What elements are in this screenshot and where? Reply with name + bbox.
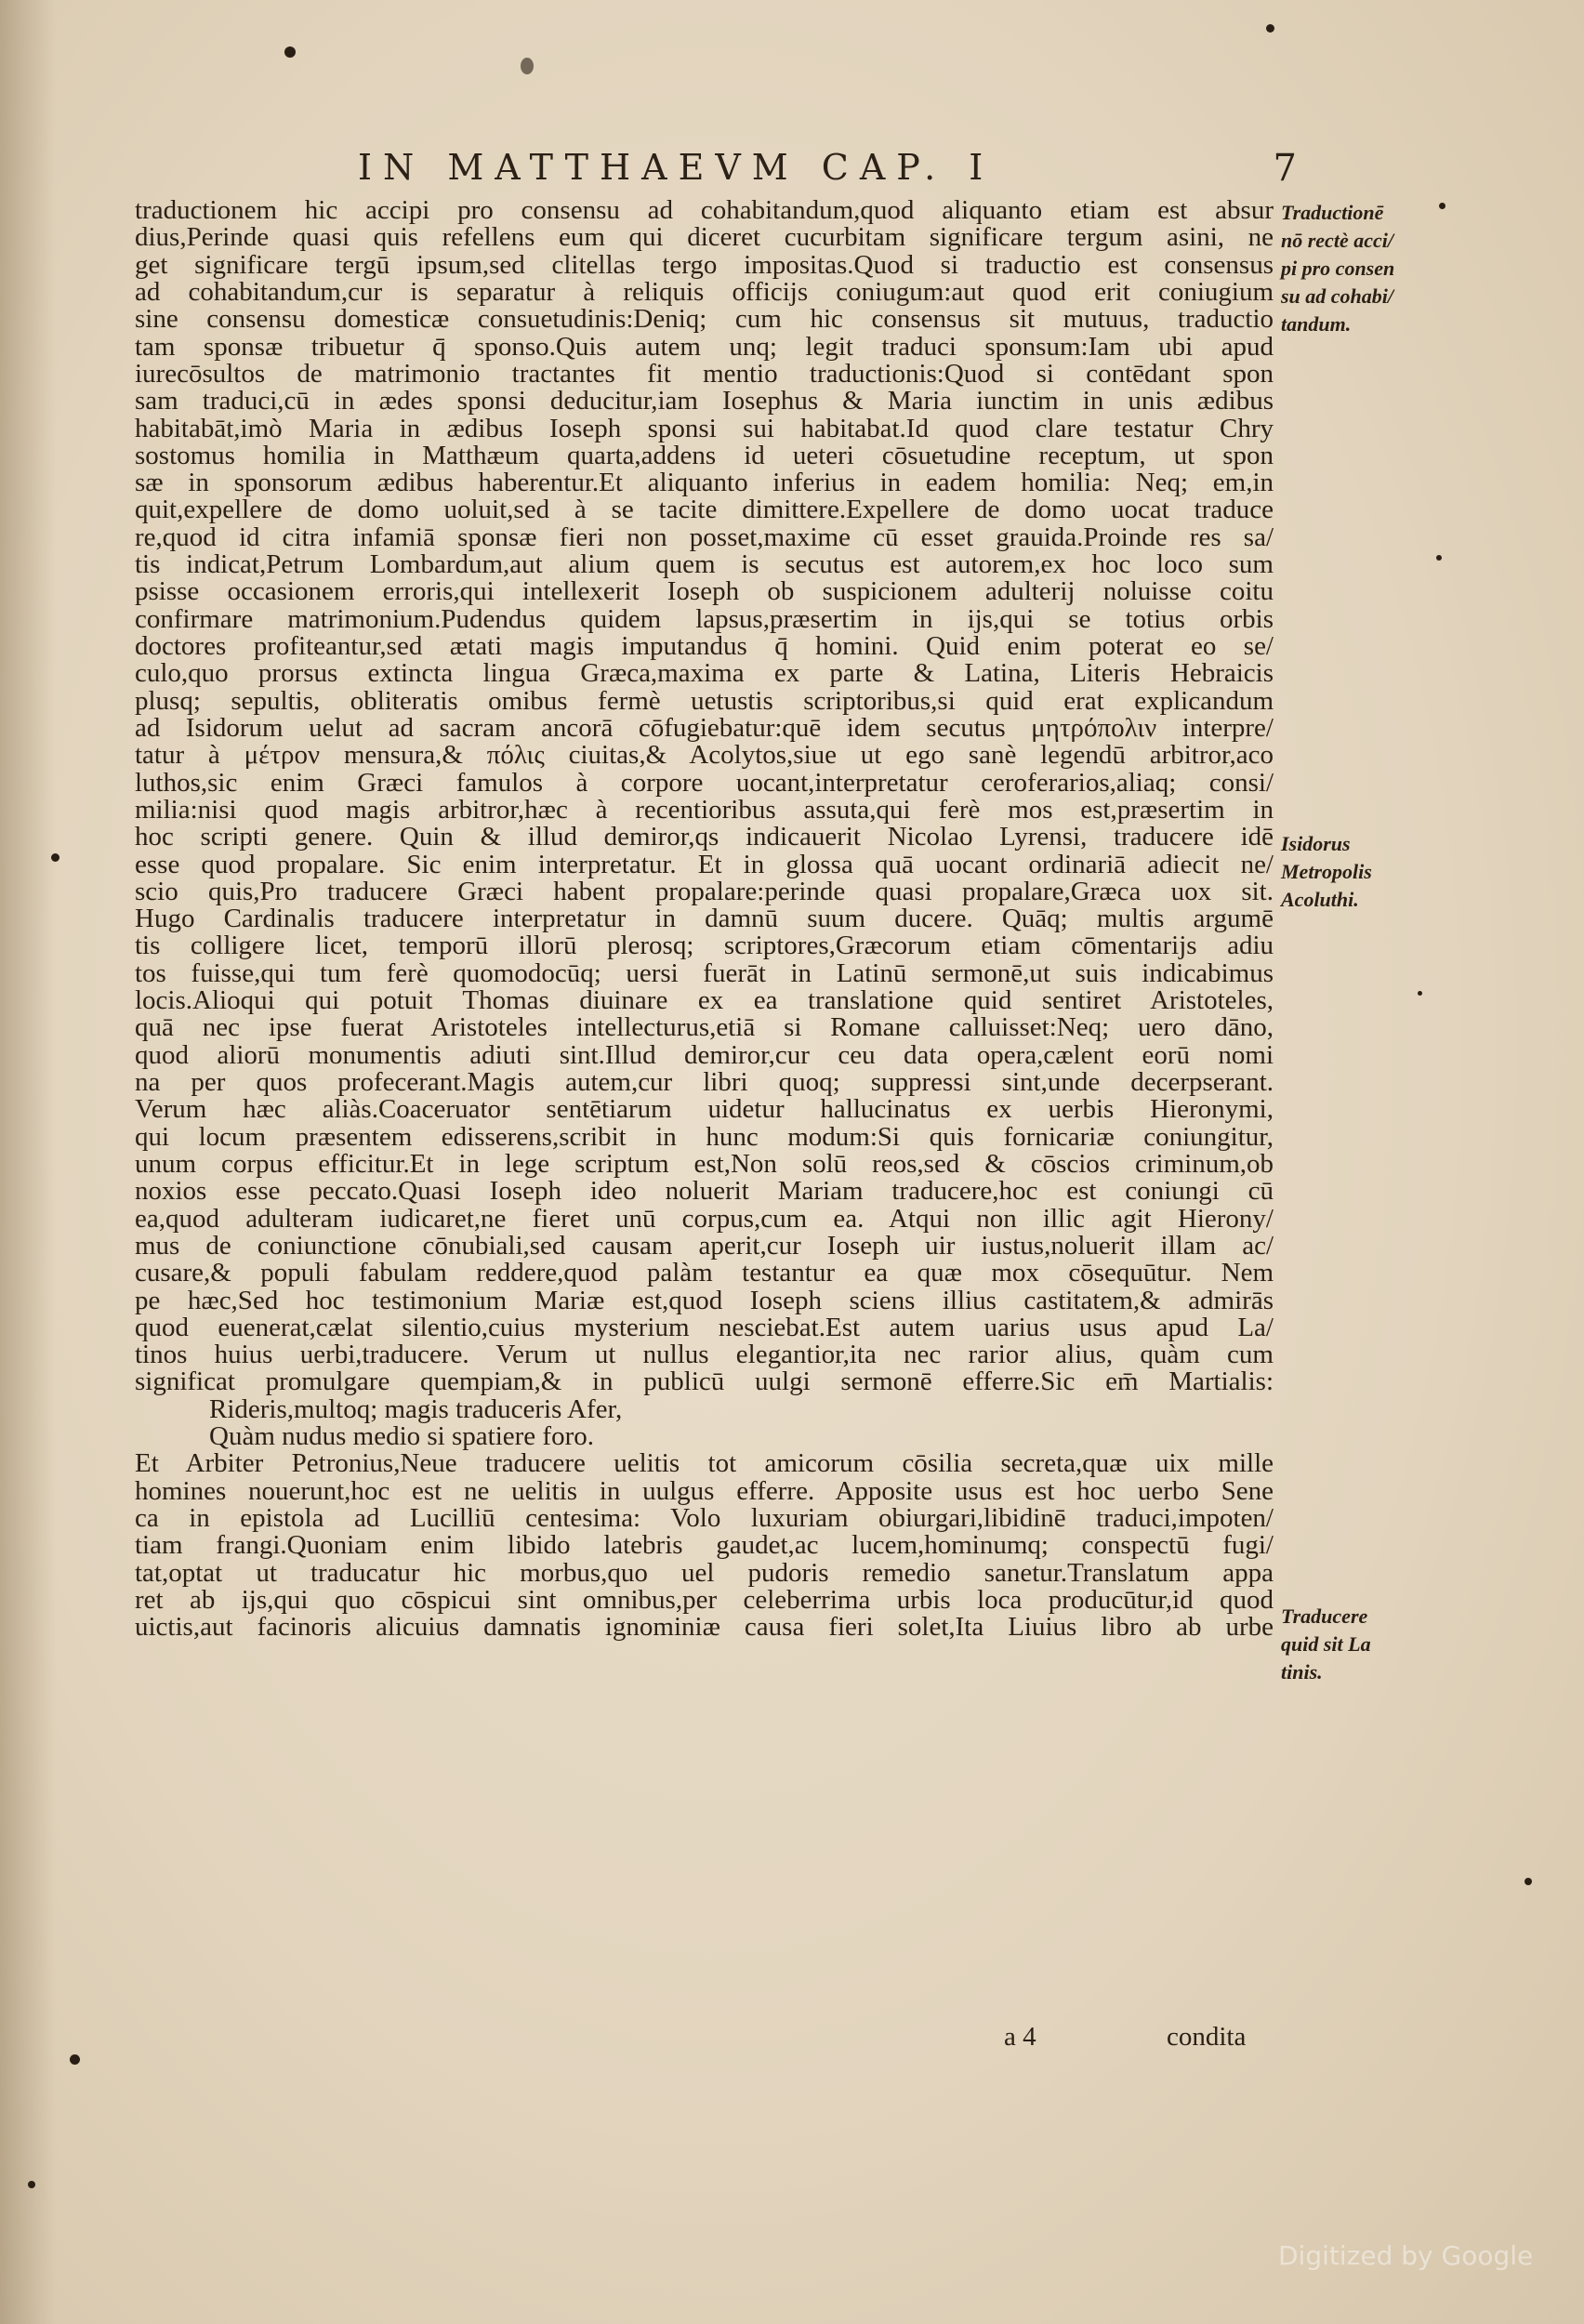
text-line: culo,quo prorsus extincta lingua Græca,maxima ex parte & Latina, Literis Hebraicis [135, 660, 1274, 688]
ink-speck [28, 2181, 35, 2188]
ink-speck [70, 2054, 80, 2065]
text-line: milia:nisi quod magis arbitror,hæc à recentioribus assuta,qui ferè mos est,præsertim in [135, 796, 1274, 825]
text-line: ad Isidorum uelut ad sacram ancorā cōfugiebatur:quē idem secutus μητρόπολιν interpre/ [135, 714, 1274, 743]
main-text-block [135, 197, 1274, 1642]
margin-note-line: Traducere [1281, 1604, 1368, 1628]
margin-note-line: su ad cohabi/ [1281, 284, 1394, 308]
text-line: tam sponsæ tribuetur q̄ sponso.Quis autem unq; legit traduci sponsum:Iam ubi apud [135, 333, 1274, 361]
text-line: mus de coniunctione cōnubiali,sed causam aperit,cur Ioseph uir iustus,noluerit illam ac/ [135, 1232, 1274, 1261]
text-line: ret ab ijs,qui quo cōspicui sint omnibus,per celeberrima urbis loca producūtur,id quod [135, 1586, 1274, 1615]
text-line: significat promulgare quempiam,& in publicū uulgi sermonē efferre.Sic em̄ Martialis: [135, 1368, 1274, 1396]
text-line: traductionem hic accipi pro consensu ad cohabitandum,quod aliquanto etiam est absur [135, 197, 1274, 225]
folio-number: 7 [1273, 147, 1297, 190]
text-line: habitabāt,imò Maria in ædibus Ioseph sponsi sui habitabat.Id quod clare testatur Chry [135, 415, 1274, 442]
text-line: ad cohabitandum,cur is separatur à reliquis officijs coniugum:aut quod erit coniugium [135, 278, 1274, 307]
text-line: quit,expellere de domo uoluit,sed à se tacite dimittere.Expellere de domo uocat traduce [135, 496, 1274, 524]
text-line: hoc scripti genere. Quin & illud demiror,qs indicauerit Nicolao Lyrensi, traducere idē [135, 824, 1274, 852]
text-line: doctores profiteantur,sed ætati magis imputandus q̄ homini. Quid enim poterat eo se/ [135, 633, 1274, 661]
text-line: quod aliorū monumentis adiuti sint.Illud demiror,cur ceu data opera,cælent eorū nomi [135, 1041, 1274, 1069]
text-line: noxios esse peccato.Quasi Ioseph ideo noluerit Mariam traducere,hoc est coniungi cū [135, 1178, 1274, 1206]
text-line: Verum hæc aliàs.Coaceruator sentētiarum uidetur hallucinatus ex uerbis Hieronymi, [135, 1096, 1274, 1124]
ink-speck [521, 58, 534, 74]
text-line: qui locum præsentem edisserens,scribit in hunc modum:Si quis fornicariæ coniungitur, [135, 1123, 1274, 1151]
text-line: confirmare matrimonium.Pudendus quidem lapsus,præsertim in ijs,qui se totius orbis [135, 605, 1274, 633]
text-line: cusare,& populi fabulam reddere,quod palàm testantur ea quæ mox cōsequūtur. Nem [135, 1260, 1274, 1287]
text-line: unum corpus efficitur.Et in lege scriptum est,Non solū reos,sed & cōscios criminum,ob [135, 1150, 1274, 1179]
margin-note-line: Metropolis [1281, 860, 1372, 883]
text-line: iurecōsultos de matrimonio tractantes fit mentio traductionis:Quod si contēdant spon [135, 360, 1274, 389]
signature-mark: a 4 [1004, 2022, 1036, 2052]
text-line: re,quod id citra infamiā sponsæ fieri non posset,maxime cū esset grauida.Proinde res sa/ [135, 523, 1274, 552]
gutter-shadow [0, 0, 56, 2324]
text-line: tinos huius uerbi,traducere. Verum ut nullus elegantior,ita nec rarior alius, quàm cum [135, 1341, 1274, 1369]
text-line: sostomus homilia in Matthæum quarta,addens id ueteri cōsuetudine receptum, ut spon [135, 442, 1274, 470]
text-line: scio quis,Pro traducere Græci habent propalare:perinde quasi propalare,Græca uox sit. [135, 878, 1274, 906]
ink-speck [1266, 24, 1274, 33]
digitized-watermark: Digitized by Google [1278, 2240, 1534, 2271]
ink-speck [1436, 555, 1442, 561]
text-line: sam traduci,cū in ædes sponsi deducitur,iam Iosephus & Maria iunctim in unis ædibus [135, 388, 1274, 416]
text-line: ca in epistola ad Lucilliū centesima: Volo luxuriam obiurgari,libidinē traduci,impoten/ [135, 1505, 1274, 1533]
text-line: tis colligere licet, temporū illorū plerosq; scriptores,Græcorum etiam cōmentarijs adiu [135, 932, 1274, 960]
text-line: uictis,aut facinoris alicuius damnatis ignominiæ causa fieri solet,Ita Liuius libro ab urbe [135, 1614, 1274, 1642]
text-line: tat,optat ut traducatur hic morbus,quo uel pudoris remedio sanetur.Translatum appa [135, 1559, 1274, 1587]
verse-line: Quàm nudus medio si spatiere foro. [209, 1423, 594, 1451]
margin-note-line: Traductionē [1281, 201, 1384, 224]
margin-note-line: tinis. [1281, 1660, 1323, 1684]
text-line: quod euenerat,cælat silentio,cuius mysterium nesciebat.Est autem uarius usus apud La/ [135, 1314, 1274, 1342]
text-line: psisse occasionem erroris,qui intellexerit Ioseph ob suspicionem adulterij noluisse coitu [135, 578, 1274, 606]
text-line: plusq; sepultis, obliteratis omibus fermè uetustis scriptoribus,si quid erat explicandum [135, 687, 1274, 715]
text-line: sæ in sponsorum ædibus haberentur.Et aliquanto inferius in eadem homilia: Neq; em,in [135, 469, 1274, 497]
page-header [358, 147, 1297, 193]
margin-note-line: Acoluthi. [1281, 888, 1359, 911]
verse-line: Rideris,multoq; magis traduceris Afer, [209, 1395, 623, 1424]
text-line: quā nec ipse fuerat Aristoteles intellecturus,etiā si Romane calluisset:Neq; uero dāno, [135, 1014, 1274, 1042]
margin-note-line: tandum. [1281, 312, 1352, 336]
ink-speck [1418, 991, 1422, 996]
margin-note-traductio [1281, 199, 1439, 338]
text-line: homines nouerunt,hoc est ne uelitis in uulgus efferre. Apposite usus est hoc uerbo Sene [135, 1477, 1274, 1505]
ink-speck [284, 46, 296, 58]
text-line: sine consensu domesticæ consuetudinis:Deniq; cum hic consensus sit mutuus, traductio [135, 306, 1274, 334]
catchword: condita [1167, 2022, 1247, 2052]
text-line: pe hæc,Sed hoc testimonium Mariæ est,quod Ioseph sciens illius castitatem,& admirās [135, 1287, 1274, 1314]
margin-note-line: pi pro consen [1281, 257, 1395, 280]
margin-note-isidorus [1281, 830, 1439, 914]
text-line: Hugo Cardinalis traducere interpretatur in damnū suum ducere. Quāq; multis argumē [135, 905, 1274, 933]
text-line: esse quod propalare. Sic enim interpretatur. Et in glossa quā uocant ordinariā adiecit ne/ [135, 851, 1274, 878]
text-line: tis indicat,Petrum Lombardum,aut alium quem is secutus est autorem,ex hoc loco sum [135, 551, 1274, 579]
text-line: na per quos profecerant.Magis autem,cur libri quoq; suppressi sint,unde decerpserant. [135, 1069, 1274, 1097]
ink-speck [1439, 203, 1445, 209]
text-line: dius,Perinde quasi quis refellens eum qui diceret cucurbitam significare tergum asini, ne [135, 224, 1274, 252]
text-line: tatur à μέτρον mensura,& πόλις ciuitas,& Acolytos,siue ut ego sanè legendū arbitror,aco [135, 742, 1274, 770]
text-line: ea,quod adulteram iudicaret,ne fieret unū corpus,cum ea. Atqui non illic agit Hierony/ [135, 1205, 1274, 1233]
margin-note-line: quid sit La [1281, 1632, 1371, 1656]
text-line: luthos,sic enim Græci famulos à corpore uocant,interpretatur ceroferarios,aliaq; consi/ [135, 769, 1274, 797]
ink-speck [51, 853, 59, 862]
margin-note-traducere [1281, 1603, 1439, 1686]
text-line: Et Arbiter Petronius,Neue traducere uelitis tot amicorum cōsilia secreta,quæ uix mille [135, 1450, 1274, 1478]
text-line: tos fuisse,qui tum ferè quomodocūq; uersi fuerāt in Latinū sermonē,ut suis indicabimus [135, 959, 1274, 988]
running-head: IN MATTHAEVM CAP. I [358, 147, 995, 188]
text-line: get significare tergū ipsum,sed clitellas tergo impositas.Quod si traductio est consensus [135, 251, 1274, 279]
text-line: locis.Alioqui qui potuit Thomas diuinare ex ea translatione quid sentiret Aristoteles, [135, 987, 1274, 1015]
margin-note-line: Isidorus [1281, 832, 1351, 855]
text-line: tiam frangi.Quoniam enim libido latebris gaudet,ac lucem,hominumq; conspectū fugi/ [135, 1532, 1274, 1560]
ink-speck [1525, 1878, 1532, 1885]
margin-note-line: nō rectè acci/ [1281, 229, 1393, 252]
